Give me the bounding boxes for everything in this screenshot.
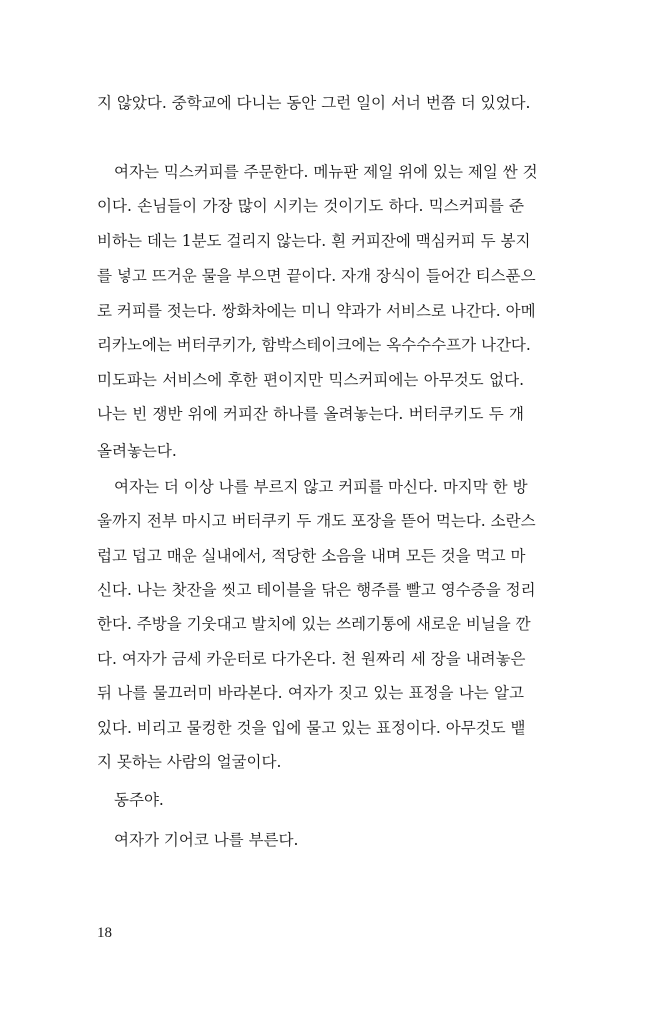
text-line: 이다. 손님들이 가장 많이 시키는 것이기도 하다. 믹스커피를 준: [97, 197, 524, 215]
text-line: 리카노에는 버터쿠키가, 함박스테이크에는 옥수수수프가 나간다.: [97, 336, 531, 354]
text-line: 동주야.: [114, 791, 164, 809]
text-line: 신다. 나는 찻잔을 씻고 테이블을 닦은 행주를 빨고 영수증을 정리: [97, 581, 536, 599]
text-line: 여자가 기어코 나를 부른다.: [114, 831, 299, 849]
page-number: 18: [97, 925, 112, 941]
text-line: 다. 여자가 금세 카운터로 다가온다. 천 원짜리 세 장을 내려놓은: [97, 650, 526, 668]
text-line: 올려놓는다.: [97, 442, 177, 460]
text-line: 한다. 주방을 기웃대고 발치에 있는 쓰레기통에 새로운 비닐을 깐: [97, 615, 531, 633]
text-line: 나는 빈 쟁반 위에 커피잔 하나를 올려놓는다. 버터쿠키도 두 개: [97, 405, 524, 423]
text-line: 있다. 비리고 물컹한 것을 입에 물고 있는 표정이다. 아무것도 뱉: [97, 719, 526, 737]
text-line: 지 않았다. 중학교에 다니는 동안 그런 일이 서너 번쯤 더 있었다.: [97, 94, 531, 112]
text-line: 여자는 더 이상 나를 부르지 않고 커피를 마신다. 마지막 한 방: [114, 478, 528, 496]
text-line: 미도파는 서비스에 후한 편이지만 믹스커피에는 아무것도 없다.: [97, 371, 524, 389]
text-line: 를 넣고 뜨거운 물을 부으면 끝이다. 자개 장식이 들어간 티스푼으: [97, 267, 536, 285]
text-line: 울까지 전부 마시고 버터쿠키 두 개도 포장을 뜯어 먹는다. 소란스: [97, 512, 536, 530]
text-line: 로 커피를 젓는다. 쌍화차에는 미니 약과가 서비스로 나간다. 아메: [97, 302, 536, 320]
text-line: 럽고 덥고 매운 실내에서, 적당한 소음을 내며 모든 것을 먹고 마: [97, 547, 526, 565]
text-line: 여자는 믹스커피를 주문한다. 메뉴판 제일 위에 있는 제일 싼 것: [114, 163, 538, 181]
text-line: 뒤 나를 물끄러미 바라본다. 여자가 짓고 있는 표정을 나는 알고: [97, 684, 524, 702]
text-line: 지 못하는 사람의 얼굴이다.: [97, 753, 282, 771]
text-line: 비하는 데는 1분도 걸리지 않는다. 흰 커피잔에 맥심커피 두 봉지: [97, 232, 531, 250]
